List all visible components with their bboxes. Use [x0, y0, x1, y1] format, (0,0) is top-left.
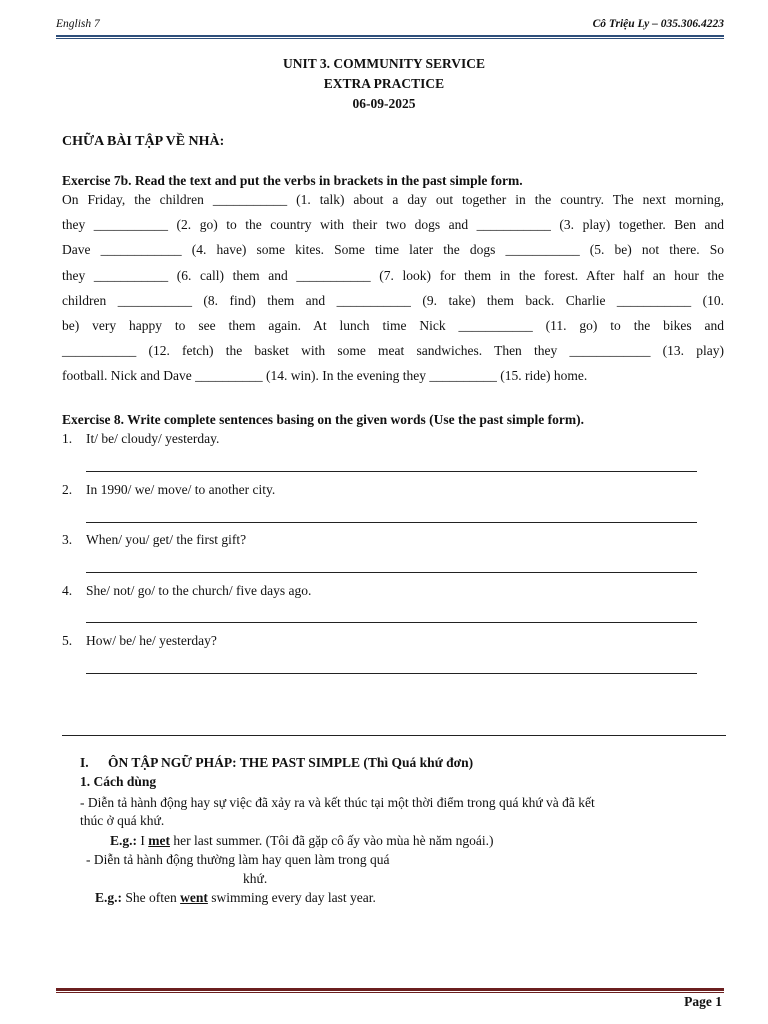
example-text: her last summer. (Tôi đã gặp cô ấy vào mùa hè năm ngoái.) — [173, 833, 494, 848]
page-number: Page 1 — [684, 994, 722, 1009]
item-prompt: In 1990/ we/ move/ to another city. — [86, 482, 276, 497]
title-date: 06-09-2025 — [352, 96, 416, 111]
example-1 — [110, 833, 494, 849]
use-1-line-1: - Diễn tả hành động hay sự việc đã xảy ra và kết thúc tại một thời điểm trong quá khứ và đã kết — [80, 795, 595, 810]
grammar-roman-numeral: I. — [80, 755, 89, 770]
answer-line-2[interactable] — [86, 522, 697, 523]
exercise-8-item-1 — [62, 431, 219, 447]
example-verb: met — [148, 833, 170, 848]
text-line: they ___________ (2. go) to the country with their two dogs and ___________ (3. play) together. Ben and — [62, 217, 724, 233]
footer-rule-thin — [56, 992, 724, 993]
item-number: 5. — [62, 633, 73, 648]
item-prompt: When/ you/ get/ the first gift? — [86, 532, 247, 547]
section-divider — [62, 735, 726, 736]
item-prompt: It/ be/ cloudy/ yesterday. — [86, 431, 220, 446]
example-verb: went — [180, 890, 208, 905]
exercise-7b-heading: Exercise 7b. Read the text and put the verbs in brackets in the past simple form. — [62, 173, 523, 188]
item-number: 1. — [62, 431, 73, 446]
grammar-subheading: 1. Cách dùng — [80, 774, 157, 789]
item-number: 3. — [62, 532, 73, 547]
text-line: ___________ (12. fetch) the basket with some meat sandwiches. Then they ____________ (13. play) — [62, 343, 724, 359]
text-line: children ___________ (8. find) them and ___________ (9. take) them back. Charlie ___________ (10. — [62, 292, 724, 308]
grammar-heading: ÔN TẬP NGỮ PHÁP: THE PAST SIMPLE (Thì Quá khứ đơn) — [108, 755, 474, 770]
item-prompt: How/ be/ he/ yesterday? — [86, 633, 217, 648]
example-label: E.g.: — [95, 890, 122, 905]
answer-line-1[interactable] — [86, 471, 697, 472]
exercise-8-item-2 — [62, 482, 275, 498]
text-line: Dave ____________ (4. have) some kites. Some time later the dogs ___________ (5. be) not there. So — [62, 242, 724, 258]
exercise-8-heading: Exercise 8. Write complete sentences basing on the given words (Use the past simple form). — [62, 412, 584, 427]
footer-rule — [56, 988, 724, 991]
use-2-line-2: khứ. — [243, 871, 268, 886]
page-header — [56, 18, 724, 34]
exercise-7b-text — [62, 187, 724, 389]
exercise-8-item-5 — [62, 633, 217, 649]
text-line: football. Nick and Dave __________ (14. win). In the evening they __________ (15. ride) home. — [62, 368, 588, 384]
unit-title: UNIT 3. COMMUNITY SERVICE — [282, 56, 486, 71]
example-text: swimming every day last year. — [211, 890, 376, 905]
exercise-8-item-4 — [62, 583, 311, 599]
example-label: E.g.: — [110, 833, 137, 848]
header-rule — [56, 35, 724, 37]
text-line: be) very happy to see them again. At lunch time Nick ___________ (11. go) to the bikes and — [62, 317, 724, 333]
text-line: they ___________ (6. call) them and ___________ (7. look) for them in the forest. After half an hour the — [62, 267, 724, 283]
homework-heading: CHỮA BÀI TẬP VỀ NHÀ: — [62, 134, 225, 149]
answer-line-3[interactable] — [86, 572, 697, 573]
example-text: She often — [125, 890, 177, 905]
example-text: I — [140, 833, 145, 848]
item-number: 2. — [62, 482, 73, 497]
header-rule-thin — [56, 38, 724, 39]
practice-title: EXTRA PRACTICE — [323, 76, 445, 91]
header-teacher: Cô Triệu Ly – 035.306.4223 — [592, 18, 724, 30]
use-1-line-2: thúc ở quá khứ. — [80, 813, 165, 828]
answer-line-5[interactable] — [86, 673, 697, 674]
use-2-line-1: - Diễn tả hành động thường làm hay quen làm trong quá — [86, 852, 390, 867]
header-subject: English 7 — [56, 18, 100, 30]
example-2 — [95, 890, 376, 906]
item-number: 4. — [62, 583, 73, 598]
text-line: On Friday, the children ___________ (1. talk) about a day out together in the country. The next morning, — [62, 192, 724, 207]
exercise-8-item-3 — [62, 532, 246, 548]
item-prompt: She/ not/ go/ to the church/ five days ago. — [86, 583, 312, 598]
answer-line-4[interactable] — [86, 622, 697, 623]
